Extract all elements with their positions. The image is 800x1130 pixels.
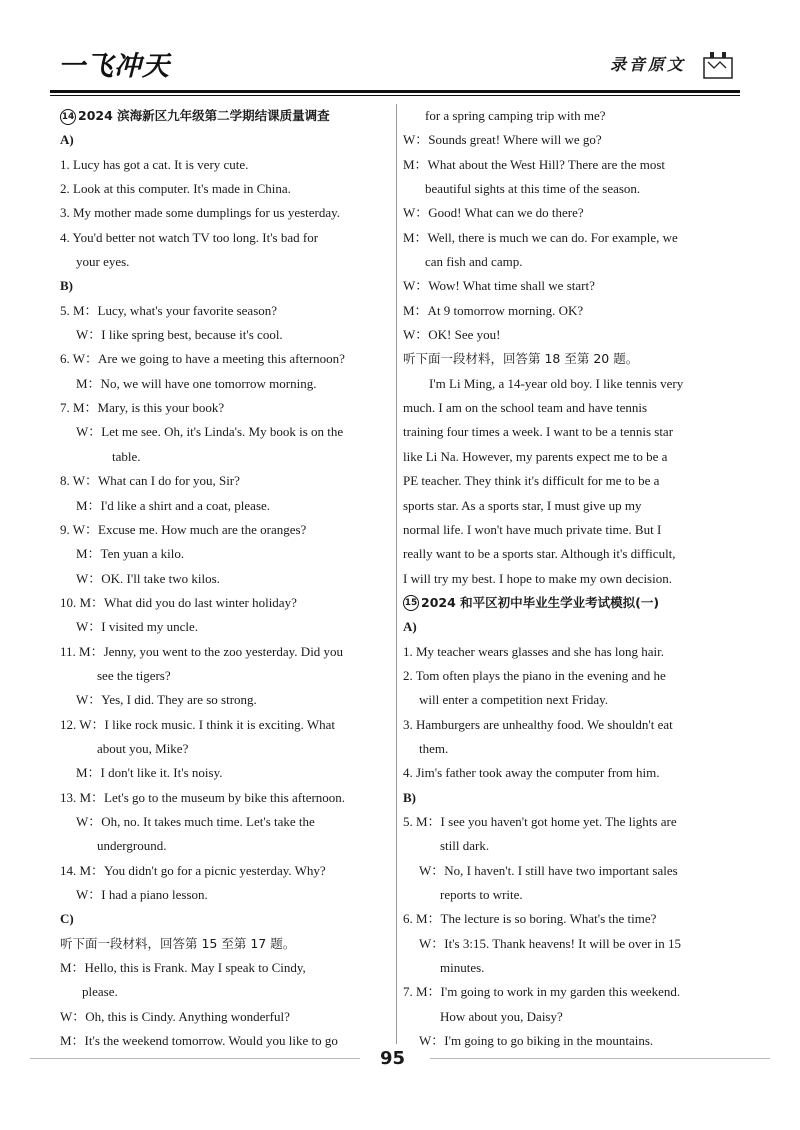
text-line: will enter a competition next Friday. [419, 692, 609, 708]
heading-text: 2024 和平区初中毕业生学业考试模拟(一) [421, 594, 660, 610]
heading-number-badge: 14 [60, 109, 76, 125]
text-line: W：Oh, this is Cindy. Anything wonderful? [60, 1008, 290, 1024]
text-line: 6. W：Are we going to have a meeting this afternoon? [60, 351, 345, 367]
text-line: table. [112, 448, 141, 464]
text-line: 3. My mother made some dumplings for us yesterday. [60, 205, 341, 221]
text-line: normal life. I won't have much private time. But I [403, 521, 662, 537]
text-line: M：No, we will have one tomorrow morning. [76, 375, 317, 391]
text-line: 8. W：What can I do for you, Sir? [60, 473, 240, 489]
text-line: W：Wow! What time shall we start? [403, 278, 595, 294]
text-line: W：No, I haven't. I still have two important sales [419, 862, 678, 878]
text-line: M：It's the weekend tomorrow. Would you like to go [60, 1033, 338, 1049]
header-rule-thin [50, 95, 740, 96]
text-line: sports star. As a sports star, I must give up my [403, 497, 642, 513]
text-line: W：I like spring best, because it's cool. [76, 327, 283, 343]
column-divider [396, 104, 397, 1044]
text-line: training four times a week. I want to be a tennis star [403, 424, 674, 440]
text-line: 1. My teacher wears glasses and she has long hair. [403, 643, 665, 659]
text-line: W：OK. I'll take two kilos. [76, 570, 220, 586]
text-line: M：At 9 tomorrow morning. OK? [403, 302, 584, 318]
text-line: W：It's 3:15. Thank heavens! It will be over in 15 [419, 935, 682, 951]
right-column [403, 104, 733, 1053]
part-label: A) [60, 132, 74, 148]
text-line: M：What about the West Hill? There are the most [403, 156, 666, 172]
part-b-dialogues [60, 299, 390, 908]
text-line: beautiful sights at this time of the season. [425, 181, 641, 197]
heading-number-badge: 15 [403, 595, 419, 611]
text-line: 5. M：Lucy, what's your favorite season? [60, 302, 278, 318]
text-line: W：I'm going to go biking in the mountains. [419, 1033, 654, 1049]
instruction: 听下面一段材料，回答第 15 至第 17 题。 [60, 935, 296, 951]
text-line: 2. Tom often plays the piano in the evening and he [403, 667, 666, 683]
part-b-dialogues [403, 810, 733, 1053]
text-line: about you, Mike? [97, 740, 189, 756]
text-line: 9. W：Excuse me. How much are the oranges? [60, 521, 307, 537]
footer-rule-right [430, 1058, 770, 1059]
text-line: them. [419, 740, 449, 756]
left-column [60, 104, 390, 1053]
text-line: W：Good! What can we do there? [403, 205, 584, 221]
part-label: C) [60, 911, 74, 927]
text-line: for a spring camping trip with me? [425, 108, 606, 123]
text-line: like Li Na. However, my parents expect me to be a [403, 448, 668, 464]
text-line: W：Sounds great! Where will we go? [403, 132, 602, 148]
text-line: W：OK! See you! [403, 327, 501, 343]
text-line: please. [82, 984, 118, 1000]
text-line: underground. [97, 838, 167, 854]
text-line: 3. Hamburgers are unhealthy food. We shouldn't eat [403, 716, 673, 732]
text-line: much. I am on the school team and have tennis [403, 400, 648, 416]
page-number: 95 [380, 1048, 406, 1069]
text-line: W：Let me see. Oh, it's Linda's. My book is on the [76, 424, 344, 440]
text-line: minutes. [440, 960, 485, 976]
text-line: 10. M：What did you do last winter holiday? [60, 594, 297, 610]
text-line: M：I'd like a shirt and a coat, please. [76, 497, 271, 513]
text-line: 7. M：Mary, is this your book? [60, 400, 225, 416]
book-logo: 一飞冲天 [58, 51, 170, 82]
text-line: 13. M：Let's go to the museum by bike this afternoon. [60, 789, 346, 805]
section-title: 录音原文 [610, 55, 687, 74]
text-line: 4. You'd better not watch TV too long. It's bad for [60, 229, 319, 245]
text-line: still dark. [440, 838, 490, 854]
text-line: 4. Jim's father took away the computer from him. [403, 765, 660, 781]
text-line: How about you, Daisy? [440, 1008, 563, 1024]
part-label: A) [403, 619, 417, 635]
part-a-list [403, 640, 733, 786]
text-line: I will try my best. I hope to make my own decision. [403, 570, 672, 586]
part-label: B) [60, 278, 73, 294]
text-line: W：I visited my uncle. [76, 619, 199, 635]
text-line: 14. M：You didn't go for a picnic yesterday. Why? [60, 862, 326, 878]
section-heading [403, 591, 733, 615]
header-rule [50, 90, 740, 93]
text-line: W：Yes, I did. They are so strong. [76, 692, 257, 708]
text-line: 12. W：I like rock music. I think it is exciting. What [60, 716, 335, 732]
text-line: PE teacher. They think it's difficult for me to be a [403, 473, 660, 489]
text-line: your eyes. [76, 254, 130, 270]
text-line: I'm Li Ming, a 14-year old boy. I like tennis very [429, 375, 684, 391]
text-line: reports to write. [440, 887, 523, 902]
listening-passage [403, 372, 733, 591]
part-c-dialogue-continued [403, 104, 733, 347]
section-heading [60, 104, 390, 128]
footer-rule-left [30, 1058, 360, 1059]
text-line: 7. M：I'm going to work in my garden this weekend. [403, 984, 681, 1000]
text-line: W：I had a piano lesson. [76, 887, 208, 902]
text-line: W：Oh, no. It takes much time. Let's take the [76, 813, 315, 829]
text-line: 6. M：The lecture is so boring. What's the time? [403, 911, 657, 927]
text-line: 1. Lucy has got a cat. It is very cute. [60, 156, 249, 172]
part-c-dialogue [60, 956, 390, 1053]
text-line: M：Well, there is much we can do. For example, we [403, 229, 678, 245]
text-line: M：I don't like it. It's noisy. [76, 765, 223, 781]
text-line: 5. M：I see you haven't got home yet. The lights are [403, 813, 677, 829]
text-line: M：Ten yuan a kilo. [76, 546, 185, 562]
part-label: B) [403, 789, 416, 805]
instruction: 听下面一段材料，回答第 18 至第 20 题。 [403, 351, 639, 367]
text-line: M：Hello, this is Frank. May I speak to Cindy, [60, 960, 306, 976]
text-line: 11. M：Jenny, you went to the zoo yesterday. Did you [60, 643, 344, 659]
corner-icon [700, 50, 736, 80]
text-line: see the tigers? [97, 667, 171, 683]
heading-text: 2024 滨海新区九年级第二学期结课质量调查 [78, 108, 330, 123]
text-line: can fish and camp. [425, 254, 523, 270]
text-line: 2. Look at this computer. It's made in China. [60, 181, 291, 197]
part-a-list [60, 153, 390, 275]
text-line: really want to be a sports star. Although it's difficult, [403, 546, 676, 562]
